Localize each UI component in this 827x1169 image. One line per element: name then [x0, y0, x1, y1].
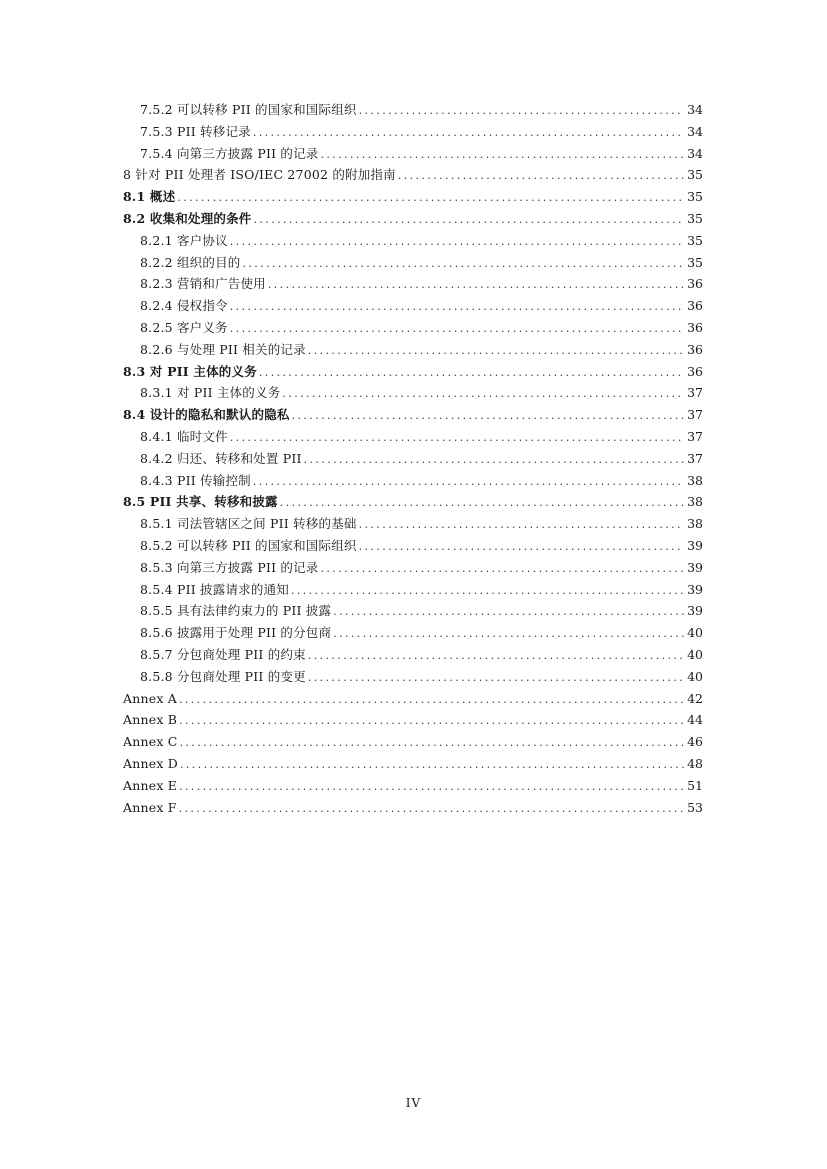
toc-dot-leader [308, 667, 684, 689]
toc-entry-page: 37 [687, 385, 703, 401]
toc-dot-leader [359, 514, 684, 536]
toc-entry-page: 34 [687, 102, 703, 117]
toc-entry-page: 36 [687, 298, 703, 314]
toc-entry-title: 8.2.6 与处理 PII 相关的记录 [140, 341, 306, 357]
toc-entry[interactable] [123, 143, 703, 165]
toc-entry-page: 39 [687, 559, 703, 575]
toc-entry-title: 8.5.2 可以转移 PII 的国家和国际组织 [140, 537, 357, 553]
toc-entry-page: 37 [687, 450, 703, 466]
toc-entry-page: 38 [687, 494, 703, 510]
toc-entry[interactable] [123, 535, 703, 557]
toc-entry-page: 38 [687, 472, 703, 488]
toc-dot-leader [177, 187, 684, 209]
toc-dot-leader [179, 689, 684, 711]
page-number: IV [405, 1096, 422, 1110]
toc-dot-leader [253, 471, 684, 493]
toc-dot-leader [179, 710, 684, 732]
toc-entry-page: 35 [687, 232, 703, 248]
toc-entry[interactable] [123, 382, 703, 404]
toc-entry-title: 7.5.4 向第三方披露 PII 的记录 [140, 145, 319, 161]
toc-entry[interactable] [123, 426, 703, 448]
toc-entry-title: 8.4.3 PII 传输控制 [140, 472, 251, 488]
toc-dot-leader [259, 362, 684, 384]
toc-dot-leader [242, 253, 684, 275]
toc-dot-leader [308, 340, 684, 362]
toc-entry[interactable] [123, 775, 703, 797]
toc-entry-title: 8.2.1 客户协议 [140, 232, 228, 248]
toc-entry[interactable] [123, 361, 703, 383]
toc-entry-title: 8.2.2 组织的目的 [140, 254, 241, 270]
toc-entry[interactable] [123, 470, 703, 492]
toc-entry-title: Annex A [123, 690, 177, 706]
toc-entry-page: 39 [687, 603, 703, 619]
toc-entry-page: 44 [687, 712, 703, 728]
toc-entry-page: 35 [687, 254, 703, 270]
toc-entry[interactable] [123, 513, 703, 535]
toc-dot-leader [321, 558, 684, 580]
toc-entry-title: 8.5.8 分包商处理 PII 的变更 [140, 668, 306, 684]
toc-entry-title: 8.5.4 PII 披露请求的通知 [140, 581, 289, 597]
toc-entry[interactable] [123, 688, 703, 710]
toc-entry[interactable] [123, 164, 703, 186]
toc-entry[interactable] [123, 753, 703, 775]
toc-entry-page: 34 [687, 123, 703, 139]
toc-entry-title: 8.4.2 归还、转移和处置 PII [140, 450, 302, 466]
toc-entry-title: 8.5.5 具有法律约束力的 PII 披露 [140, 603, 332, 619]
toc-entry-title: Annex D [123, 755, 178, 771]
toc-entry-page: 37 [687, 407, 703, 423]
toc-entry[interactable] [123, 295, 703, 317]
toc-entry-page: 38 [687, 516, 703, 532]
toc-entry-page: 40 [687, 668, 703, 684]
toc-entry-title: 8.5.7 分包商处理 PII 的约束 [140, 646, 306, 662]
toc-dot-leader [268, 274, 684, 296]
toc-dot-leader [304, 449, 684, 471]
toc-entry-page: 39 [687, 581, 703, 597]
toc-dot-leader [359, 100, 684, 122]
toc-entry-title: 8.2.5 客户义务 [140, 319, 228, 335]
toc-entry-page: 36 [687, 341, 703, 357]
toc-entry[interactable] [123, 666, 703, 688]
toc-entry[interactable] [123, 797, 703, 819]
toc-entry[interactable] [123, 644, 703, 666]
toc-dot-leader [359, 536, 684, 558]
toc-entry-title: 8.5.1 司法管辖区之间 PII 转移的基础 [140, 516, 357, 532]
toc-dot-leader [230, 318, 684, 340]
toc-dot-leader [282, 383, 684, 405]
toc-entry-title: 8.5.6 披露用于处理 PII 的分包商 [140, 625, 332, 641]
toc-entry[interactable] [123, 317, 703, 339]
toc-entry-title: Annex F [123, 799, 177, 815]
toc-dot-leader [280, 492, 684, 514]
toc-entry-title: Annex E [123, 777, 178, 793]
toc-entry-page: 35 [687, 210, 703, 226]
toc-dot-leader [333, 601, 684, 623]
toc-entry[interactable] [123, 731, 703, 753]
toc-entry-title: 8.3 对 PII 主体的义务 [123, 363, 257, 379]
toc-entry-title: 7.5.2 可以转移 PII 的国家和国际组织 [140, 102, 357, 117]
toc-entry-page: 37 [687, 428, 703, 444]
toc-dot-leader [292, 405, 684, 427]
toc-entry-page: 39 [687, 537, 703, 553]
toc-entry-page: 46 [687, 734, 703, 750]
toc-dot-leader [333, 623, 684, 645]
table-of-contents [123, 99, 703, 818]
toc-entry-title: 8 针对 PII 处理者 ISO/IEC 27002 的附加指南 [123, 167, 396, 183]
toc-entry-title: 8.4 设计的隐私和默认的隐私 [123, 407, 290, 423]
toc-dot-leader [398, 165, 684, 187]
toc-entry-page: 35 [687, 189, 703, 205]
toc-entry-page: 40 [687, 625, 703, 641]
toc-entry-title: 8.2 收集和处理的条件 [123, 210, 252, 226]
toc-entry[interactable] [123, 448, 703, 470]
toc-entry[interactable] [123, 491, 703, 513]
toc-entry[interactable] [123, 339, 703, 361]
toc-entry-title: 8.2.4 侵权指令 [140, 298, 228, 314]
toc-entry[interactable] [123, 600, 703, 622]
toc-entry[interactable] [123, 99, 703, 121]
toc-entry-page: 36 [687, 363, 703, 379]
toc-entry-page: 35 [687, 167, 703, 183]
toc-entry[interactable] [123, 230, 703, 252]
toc-entry-title: 8.3.1 对 PII 主体的义务 [140, 385, 281, 401]
toc-entry[interactable] [123, 208, 703, 230]
toc-dot-leader [291, 580, 684, 602]
toc-dot-leader [321, 144, 684, 166]
toc-entry-page: 48 [687, 755, 703, 771]
toc-entry-title: Annex C [123, 734, 178, 750]
toc-entry-title: 8.4.1 临时文件 [140, 428, 228, 444]
toc-entry[interactable] [123, 709, 703, 731]
toc-entry-page: 53 [687, 799, 703, 815]
toc-entry[interactable] [123, 273, 703, 295]
toc-entry-title: 8.1 概述 [123, 189, 176, 205]
toc-entry-page: 51 [687, 777, 703, 793]
toc-entry-page: 40 [687, 646, 703, 662]
toc-dot-leader [254, 209, 685, 231]
toc-dot-leader [179, 798, 684, 820]
toc-entry-page: 36 [687, 319, 703, 335]
toc-entry[interactable] [123, 557, 703, 579]
toc-entry-page: 34 [687, 145, 703, 161]
toc-entry-page: 36 [687, 276, 703, 292]
toc-dot-leader [230, 296, 684, 318]
toc-entry-title: 8.5 PII 共享、转移和披露 [123, 494, 278, 510]
toc-entry-page: 42 [687, 690, 703, 706]
toc-entry-title: 8.5.3 向第三方披露 PII 的记录 [140, 559, 319, 575]
toc-entry[interactable] [123, 121, 703, 143]
toc-dot-leader [308, 645, 684, 667]
toc-dot-leader [180, 754, 684, 776]
toc-entry[interactable] [123, 622, 703, 644]
toc-entry-title: 8.2.3 营销和广告使用 [140, 276, 266, 292]
toc-dot-leader [253, 122, 684, 144]
toc-dot-leader [180, 732, 684, 754]
toc-dot-leader [179, 776, 684, 798]
toc-entry[interactable] [123, 579, 703, 601]
toc-entry[interactable] [123, 186, 703, 208]
toc-entry-title: Annex B [123, 712, 178, 728]
toc-entry[interactable] [123, 252, 703, 274]
toc-entry[interactable] [123, 404, 703, 426]
toc-dot-leader [230, 427, 684, 449]
toc-dot-leader [230, 231, 684, 253]
toc-entry-title: 7.5.3 PII 转移记录 [140, 123, 251, 139]
